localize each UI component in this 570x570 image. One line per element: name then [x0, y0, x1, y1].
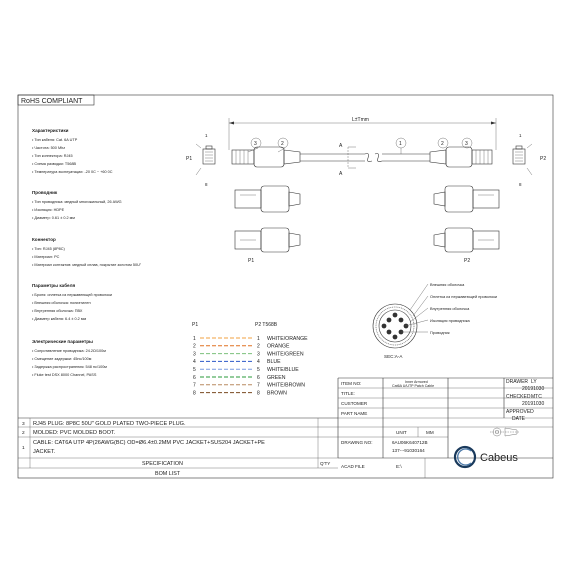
bom-list-label: BOM LIST [155, 471, 181, 477]
section-marks [339, 143, 356, 177]
spec-line: • Частота: 500 Mhz [32, 146, 66, 150]
wiring-right-pin: 3 [257, 351, 260, 358]
p1-end-view [196, 144, 215, 175]
wire-color-name: WHITE/BROWN [267, 382, 306, 389]
tb-drawing-no-label: DRAWING NO: [341, 440, 373, 445]
tb-unit-value: MM [426, 430, 434, 435]
tb-checked-label: CHECKED [506, 394, 531, 400]
spec-line: • Задержка распространения: 548 нс/100м [32, 365, 107, 369]
wiring-left-pin: 1 [193, 335, 196, 342]
wire-color-name: WHITE/BLUE [267, 367, 299, 373]
spec-line: • Материал контактов: медный сплав, покрытие золотом 50U" [32, 263, 142, 267]
spec-cable-title: Параметры кабеля [32, 283, 76, 288]
wiring-row [193, 383, 305, 389]
wiring-left-pin: 3 [193, 351, 196, 358]
wiring-right-pin: 2 [257, 343, 260, 350]
wiring-left-pin: 5 [193, 367, 196, 373]
spec-line: • Тип: RJ45 (8P8C) [32, 247, 65, 251]
projection-symbol-icon [490, 428, 520, 436]
section-title: SEC:A-A [384, 354, 403, 359]
bom-no-3: 3 [22, 422, 25, 427]
wiring-left-pin: 8 [193, 390, 196, 397]
cabeus-logo [455, 447, 518, 467]
wiring-row [193, 367, 299, 373]
spec-line: • Броня: оплетка из нержавеющей проволоки [32, 293, 113, 297]
spec-line: • Сопротивление проводника: 24.2Ω/100м [32, 349, 106, 353]
spec-line: • Температура эксплуатации: -20 0C ~ +60 0C [32, 170, 113, 174]
wiring-row [193, 359, 281, 365]
tb-approved-label: APPROVED [506, 409, 534, 415]
bom-spec-1-line2: JACKET. [33, 449, 56, 455]
p2-label: P2 [540, 156, 547, 162]
spec-line: • Диаметр: 0.61 ± 0.2 мм [32, 216, 75, 220]
tb-part-name-label: PART NAME [341, 411, 368, 416]
wiring-p2-header: P2 T568B [255, 322, 278, 328]
wire-color-name: WHITE/ORANGE [267, 335, 308, 342]
tb-unit-label: UNIT [396, 430, 407, 435]
tb-acad-label: ACAD FILE [341, 464, 365, 469]
spec-connector [32, 237, 142, 267]
tb-customer-label: CUSTOMER [341, 401, 368, 406]
length-label: L±Tmm [352, 117, 369, 123]
section-a-bottom: A [339, 171, 343, 177]
wiring-left-pin: 4 [193, 359, 196, 366]
tb-item-desc-1: Inner Armored [405, 380, 428, 384]
wiring-row [193, 351, 304, 357]
logo-text: Cabeus [480, 452, 518, 464]
wiring-right-pin: 6 [257, 374, 260, 381]
wire-color-name: GREEN [267, 374, 286, 381]
xsec-label-conductor: Проводник [430, 330, 450, 335]
cable-body [300, 138, 430, 162]
wiring-right-pin: 1 [257, 335, 260, 342]
wiring-row [193, 375, 286, 381]
callout-3r: 3 [465, 141, 468, 147]
wiring-row [193, 344, 290, 350]
rohs-label: RoHS COMPLIANT [21, 98, 83, 105]
spec-line: • Материал: PC [32, 255, 60, 259]
wire-color-name: WHITE/GREEN [267, 351, 304, 358]
spec-cable-params [32, 282, 112, 321]
wiring-row [193, 336, 308, 342]
spec-line: • Тип коннектора: RJ45 [32, 154, 73, 158]
spec-conductors [32, 190, 122, 220]
spec-characteristics [32, 128, 113, 174]
bom-spec-3: RJ45 PLUG: 8P8C 50U" GOLD PLATED TWO-PIECE PLUG. [33, 421, 186, 427]
p2-top-view [434, 186, 499, 212]
wiring-left-pin: 7 [193, 382, 196, 389]
xsec-label-braid: Оплетка из нержавеющей проволоки [430, 294, 498, 299]
p1-pin-8: 8 [205, 182, 208, 187]
spec-connector-title: Коннектор [32, 237, 56, 242]
tb-checked-name: MTC [531, 394, 542, 400]
tb-drawer-date: 20191030 [522, 386, 545, 392]
spec-line: • Диаметр кабеля: 6.4 ± 0.2 мм [32, 317, 87, 321]
wiring-left-pin: 2 [193, 343, 196, 350]
tb-item-desc-2: Cat6A U/UTP Patch Cable [392, 384, 435, 388]
tb-drawer-label: DRAWER [506, 379, 529, 385]
xsec-label-insulation: Изоляция проводника [430, 318, 470, 323]
wiring-right-pin: 8 [257, 390, 260, 397]
p2-pin-1: 1 [519, 133, 522, 138]
p2-plug-side [430, 147, 492, 167]
wiring-right-pin: 5 [257, 367, 260, 373]
xsec-label-outer: Внешняя оболочка [430, 282, 465, 287]
wire-color-name: BROWN [267, 390, 287, 397]
wiring-table [193, 336, 308, 397]
p1-plug-side [232, 147, 300, 167]
p1-label: P1 [186, 156, 193, 162]
tb-checked-date: 20191030 [522, 401, 545, 407]
spec-line: • Смещение задержки: 45нс/100м [32, 357, 92, 361]
spec-electrical-title: Электрические параметры [32, 339, 93, 344]
spec-line: • Тип проводника: медный многожильный, 26 AWG [32, 200, 122, 204]
bom-col-qty: Q'TY [320, 461, 331, 466]
wiring-row [193, 390, 287, 396]
tb-drawing-no-1: 6AU06K640712B [392, 440, 428, 445]
spec-characteristics-title: Характеристики [32, 128, 69, 133]
tb-acad-value: E:\ [396, 464, 402, 469]
tb-drawer-name: LY [531, 379, 537, 385]
spec-line: • Внешняя оболочка: полиэтилен [32, 301, 91, 305]
spec-line: • Внутренняя оболочка: ПВХ [32, 309, 83, 313]
callout-2r: 2 [441, 141, 444, 147]
spec-electrical [32, 339, 107, 377]
callout-2: 2 [281, 141, 284, 147]
spec-line: • Изоляция: HDPE [32, 208, 65, 212]
title-block [338, 378, 553, 478]
wiring-left-pin: 6 [193, 374, 196, 381]
spec-line: • Fluke test DSX 8000 Channel, PASS [32, 373, 97, 377]
p1-lower-label: P1 [248, 258, 255, 264]
wire-color-name: BLUE [267, 359, 281, 366]
section-a-top: A [339, 143, 343, 149]
wire-color-name: ORANGE [267, 343, 290, 350]
cable-cross-section [373, 284, 428, 348]
wiring-right-pin: 7 [257, 382, 260, 389]
bom-no-1: 1 [22, 446, 25, 451]
xsec-label-inner: Внутренняя оболочка [430, 306, 470, 311]
callouts-right [438, 138, 472, 148]
p1-bottom-view [235, 228, 300, 252]
bom-no-2: 2 [22, 431, 25, 436]
p1-pin-1: 1 [205, 133, 208, 138]
callout-3: 3 [254, 141, 257, 147]
tb-item-no-label: ITEM NO: [341, 381, 362, 386]
p2-lower-label: P2 [464, 258, 471, 264]
p2-bottom-view [434, 228, 499, 252]
wiring-right-pin: 4 [257, 359, 260, 366]
callout-1: 1 [399, 141, 402, 147]
tb-drawing-no-2: 137---91030164 [392, 448, 425, 453]
length-dimension [229, 117, 496, 150]
wiring-p1-header: P1 [192, 322, 199, 328]
tb-date-label: DATE [512, 416, 525, 422]
p2-end-view [513, 144, 532, 175]
bom-spec-2: MOLDED: PVC MOLDED BOOT. [33, 430, 116, 436]
spec-line: • Схема разводки: T568B [32, 162, 77, 166]
spec-line: • Тип кабеля: Cat. 6A UTP [32, 138, 78, 142]
p2-pin-8: 8 [519, 182, 522, 187]
p1-top-view [235, 186, 300, 212]
tb-title-label: TITLE: [341, 391, 355, 396]
spec-conductors-title: Проводник [32, 190, 58, 195]
bom-col-spec: SPECIFICATION [142, 461, 183, 467]
bom-spec-1: CABLE: CAT6A UTP 4P(26AWG(BC) OD=Ø6.4±0.2MM PVC JACKET+SUS204 JACKET+PE [33, 440, 265, 446]
